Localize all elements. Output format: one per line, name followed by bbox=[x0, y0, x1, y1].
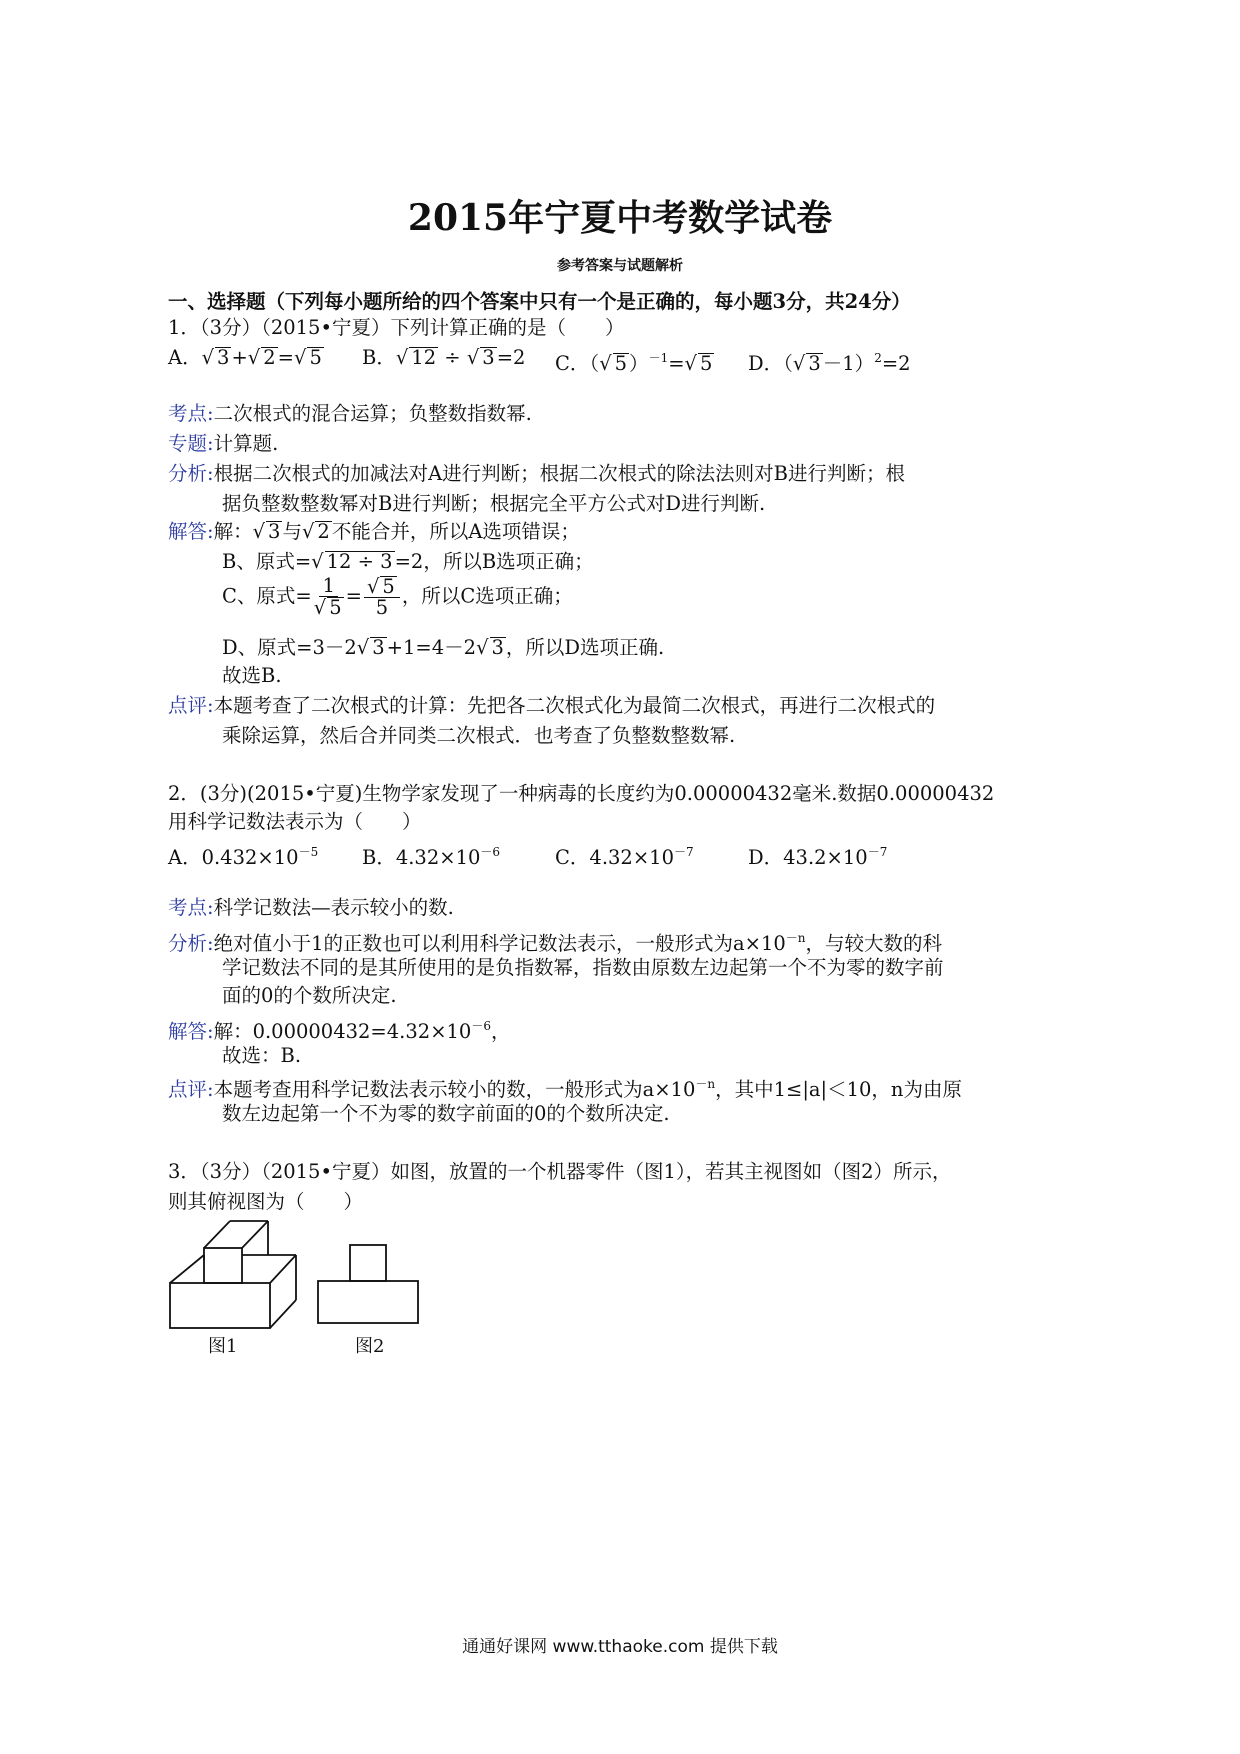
q1-fenxi-line2: 据负整数整数幂对B进行判断；根据完全平方公式对D进行判断. bbox=[222, 492, 766, 515]
q1-dianping-line2: 乘除运算，然后合并同类二次根式．也考查了负整数整数幂. bbox=[222, 724, 736, 747]
q1-kaodian: 考点:二次根式的混合运算；负整数指数幂. bbox=[168, 402, 532, 425]
q2-stem: 2．(3分)(2015•宁夏)生物学家发现了一种病毒的长度约为0.00000432毫米.数据0.00000432 bbox=[168, 782, 995, 805]
figure-1-machine-part bbox=[168, 1215, 308, 1335]
q2-jieda: 解答:解：$0.00000432=4.32\times 10^{-6}$， bbox=[168, 1019, 511, 1043]
q2-stem-line2: 用科学记数法表示为（ ） bbox=[168, 810, 422, 833]
q3-stem-line2: 则其俯视图为（ ） bbox=[168, 1190, 364, 1213]
page-subtitle: 参考答案与试题解析 bbox=[557, 258, 683, 274]
q1-jieda: 解答:解：√ 3 与√ 2 不能合并，所以A选项错误； bbox=[168, 516, 580, 548]
figure-1-label: 图1 bbox=[208, 1336, 238, 1357]
q2-option-b: B．$4.32\times 10^{-6}$ bbox=[362, 845, 501, 869]
q1-option-d: D．（√ 3 －1）$^2$=2 bbox=[748, 342, 911, 380]
figure-2-front-view bbox=[316, 1243, 420, 1325]
page-title: 2015年宁夏中考数学试卷 bbox=[407, 197, 833, 239]
q2-jieda-answer: 故选：B. bbox=[222, 1044, 302, 1067]
footer-source: 通通好课网 www.tthaoke.com 提供下载 bbox=[462, 1637, 778, 1657]
q1-stem: 1．（3分）（2015•宁夏）下列计算正确的是（ ） bbox=[168, 316, 625, 339]
q2-fenxi: 分析:绝对值小于1的正数也可以利用科学记数法表示，一般形式为$a\times 10^{-n}$，与较大数的科 bbox=[168, 931, 943, 955]
q1-dianping: 点评:本题考查了二次根式的计算：先把各二次根式化为最简二次根式，再进行二次根式的 bbox=[168, 694, 936, 717]
q2-fenxi-line3: 面的0的个数所决定. bbox=[222, 984, 397, 1007]
q2-option-d: D．$43.2\times 10^{-7}$ bbox=[748, 845, 888, 869]
q2-dianping: 点评:本题考查用科学记数法表示较小的数，一般形式为$a\times 10^{-n}$，其中1≤|a|＜10，n为由原 bbox=[168, 1077, 962, 1101]
q2-fenxi-line2: 学记数法不同的是其所使用的是负指数幂，指数由原数左边起第一个不为零的数字前 bbox=[222, 956, 944, 979]
q1-option-b: B．√ 12 ÷ √ 3 =2 bbox=[362, 342, 525, 374]
q2-dianping-line2: 数左边起第一个不为零的数字前面的0的个数所决定. bbox=[222, 1102, 670, 1125]
q2-option-c: C．$4.32\times 10^{-7}$ bbox=[555, 845, 694, 869]
q1-fenxi: 分析:根据二次根式的加减法对A进行判断；根据二次根式的除法法则对B进行判断；根 bbox=[168, 462, 905, 485]
q1-jieda-d: D、原式=3－2√ 3 +1=4－2√ 3 ，所以D选项正确. bbox=[222, 632, 664, 664]
q1-zhuanti: 专题:计算题. bbox=[168, 432, 279, 455]
q1-option-a: A．√ 3 +√ 2 =√ 5 bbox=[168, 342, 324, 374]
q1-jieda-c: C、原式= 1 √ 5 = √ $\frac{5}{5}$ ，所以C选项正确； bbox=[222, 576, 573, 618]
q1-option-c: C．（√ 5 ）$^{-1}$=√ 5 bbox=[555, 342, 714, 380]
q3-stem: 3．（3分）（2015•宁夏）如图，放置的一个机器零件（图1），若其主视图如（图2）所示， bbox=[168, 1160, 952, 1183]
figure-2-label: 图2 bbox=[355, 1336, 385, 1357]
q1-jieda-answer: 故选B. bbox=[222, 664, 282, 687]
q1-jieda-b: B、原式=√ 12 ÷ 3 =2，所以B选项正确； bbox=[222, 546, 594, 578]
q2-option-a: A．$0.432\times 10^{-5}$ bbox=[168, 845, 319, 869]
section-heading: 一、选择题（下列每小题所给的四个答案中只有一个是正确的，每小题3分，共24分） bbox=[168, 290, 911, 313]
q2-kaodian: 考点:科学记数法—表示较小的数. bbox=[168, 896, 454, 919]
